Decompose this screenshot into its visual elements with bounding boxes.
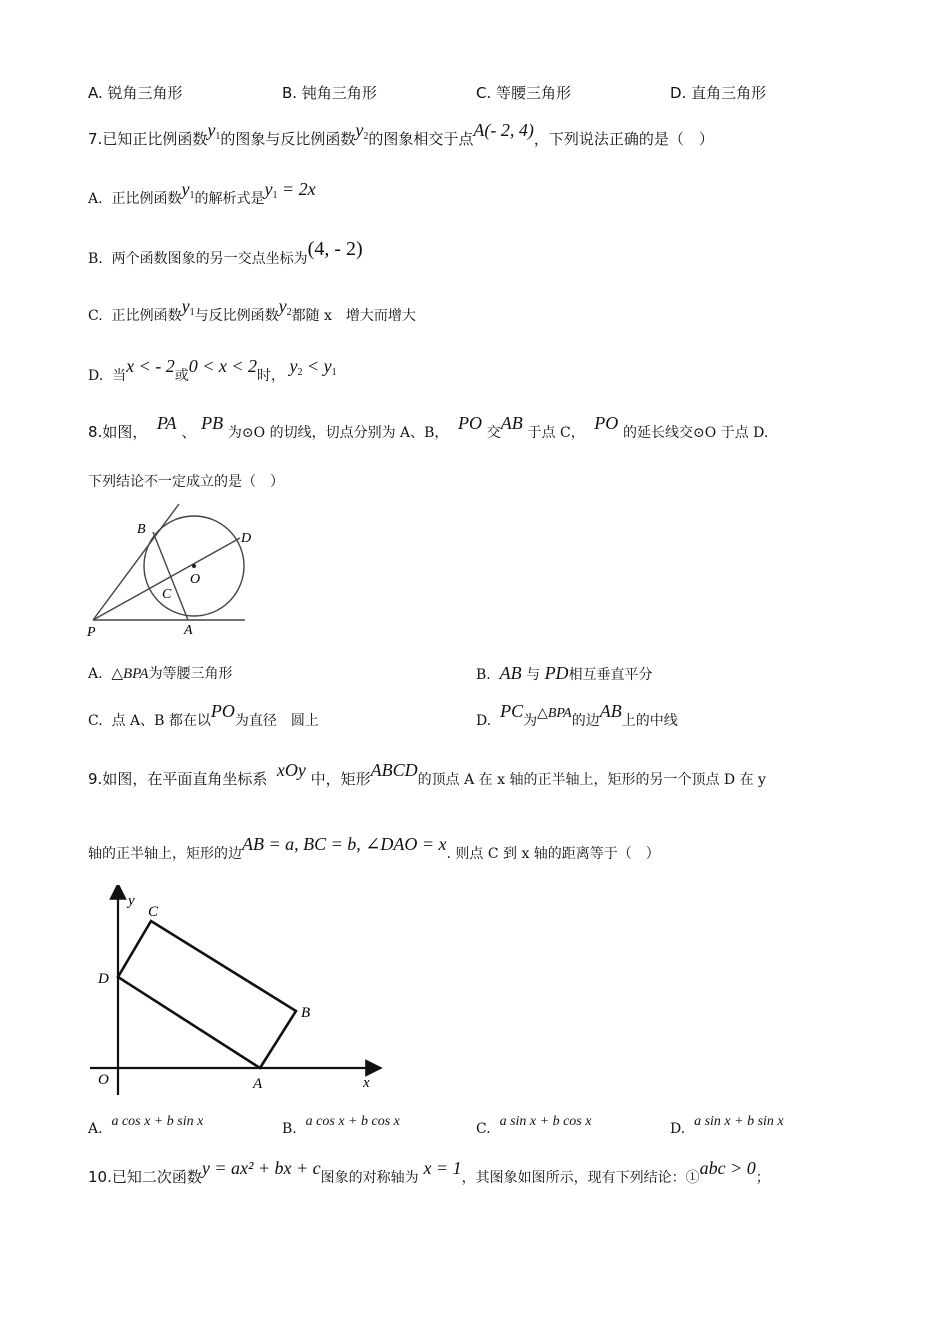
math-conclusion-1: abc > 0 [699,1158,756,1178]
math-point: (4, - 2) [307,238,363,260]
math-conditions: AB = a, BC = b, ∠DAO = x [242,834,447,854]
label-x: x [363,1075,370,1091]
math-cond-1: x < - 2 [126,356,175,376]
tangent-pb [93,504,179,620]
label-a: A [253,1076,263,1092]
chord-ab [153,532,188,620]
math-quadratic: y = ax² + bx + c [201,1158,321,1178]
label-y: y [128,893,135,909]
q8-figure [80,500,255,645]
label-c: C [162,587,172,602]
q8-stem: 8.如图， PA 、 PB 为⊙O 的切线，切点分别为 A、B， PO 交AB 于点 C， PO 的延长线交⊙O 于点 D. [88,413,769,441]
q7-stem: 7.已知正比例函数$y_1$的图象与反比例函数$y_2$的图象相交于点A(- 2, 4)，下列说法正确的是（ ） [88,120,714,148]
q9-stem-line2: 轴的正半轴上，矩形的边AB = a, BC = b, ∠DAO = x. 则点 C 到 x 轴的距离等于（ ） [88,834,660,862]
label-o: O [98,1072,109,1088]
q7-option-a: A. 正比例函数$y_1$的解析式是$y_1 = 2x$ [88,179,316,207]
q7-option-c: C. 正比例函数$y_1$与反比例函数$y_2$都随 x 增大而增大 [88,296,416,324]
q9-option-a: A. a cos x + b sin x [88,1114,204,1137]
q7-option-b: B. 两个函数图象的另一交点坐标为(4, - 2) [88,238,363,267]
q7-option-d: D. 当x < - 2或0 < x < 2时， $y_2 < y_1$ [88,356,337,384]
label-d: D [98,971,109,987]
math-y1-eq: $y_1 = 2x$ [264,179,316,201]
label-d: D [241,531,252,546]
q9-figure [88,885,383,1100]
center-dot [192,564,196,568]
q8-option-a: A. △BPA为等腰三角形 [88,666,233,682]
q8-option-b: B. AB 与 PD相互垂直平分 [476,663,653,683]
math-y1: $y_1$ [181,179,195,201]
label-o: O [190,572,201,587]
math-xoy: xOy [276,760,306,780]
q8-option-c: C. 点 A、B 都在以PO为直径 圆上 [88,701,319,729]
math-po: PO [457,413,482,433]
q8-option-d: D. PC为△BPA的边AB上的中线 [476,701,678,729]
q6-option-c: C. 等腰三角形 [476,84,572,102]
q6-option-b: B. 钝角三角形 [282,84,377,102]
math-compare: $y_2 < y_1$ [289,356,337,378]
math-ab: AB [500,413,523,433]
rectangle-abcd [118,921,296,1068]
label-b: B [301,1005,311,1021]
q9-option-c: C. a sin x + b cos x [476,1114,592,1137]
math-y2: $y_2$ [355,120,369,142]
math-y1: $y_1$ [207,120,221,142]
label-p: P [87,625,96,640]
math-abcd: ABCD [370,760,418,780]
math-point-a: A(- 2, 4) [473,120,534,140]
label-b: B [137,522,146,537]
label-c: C [148,904,159,920]
q6-option-d: D. 直角三角形 [670,84,767,102]
math-axis: x = 1 [423,1158,462,1178]
math-cond-2: 0 < x < 2 [188,356,258,376]
label-a: A [184,623,193,638]
q6-option-a: A. 锐角三角形 [88,84,183,102]
q10-stem: 10.已知二次函数y = ax² + bx + c图象的对称轴为 x = 1，其图象如图所示，现有下列结论：①abc > 0； [88,1158,770,1186]
q9-option-d: D. a sin x + b sin x [670,1114,784,1137]
q9-option-b: B. a cos x + b cos x [282,1114,400,1137]
q8-stem-line2: 下列结论不一定成立的是（ ） [88,474,284,490]
q9-stem: 9.如图，在平面直角坐标系 xOy 中，矩形ABCD的顶点 A 在 x 轴的正半轴上，矩形的另一个顶点 D 在 y [88,760,766,788]
math-pa: PA [156,413,177,433]
math-po: PO [594,413,619,433]
math-pb: PB [201,413,224,433]
math-y2: $y_2$ [278,296,292,318]
math-y1: $y_1$ [181,296,195,318]
